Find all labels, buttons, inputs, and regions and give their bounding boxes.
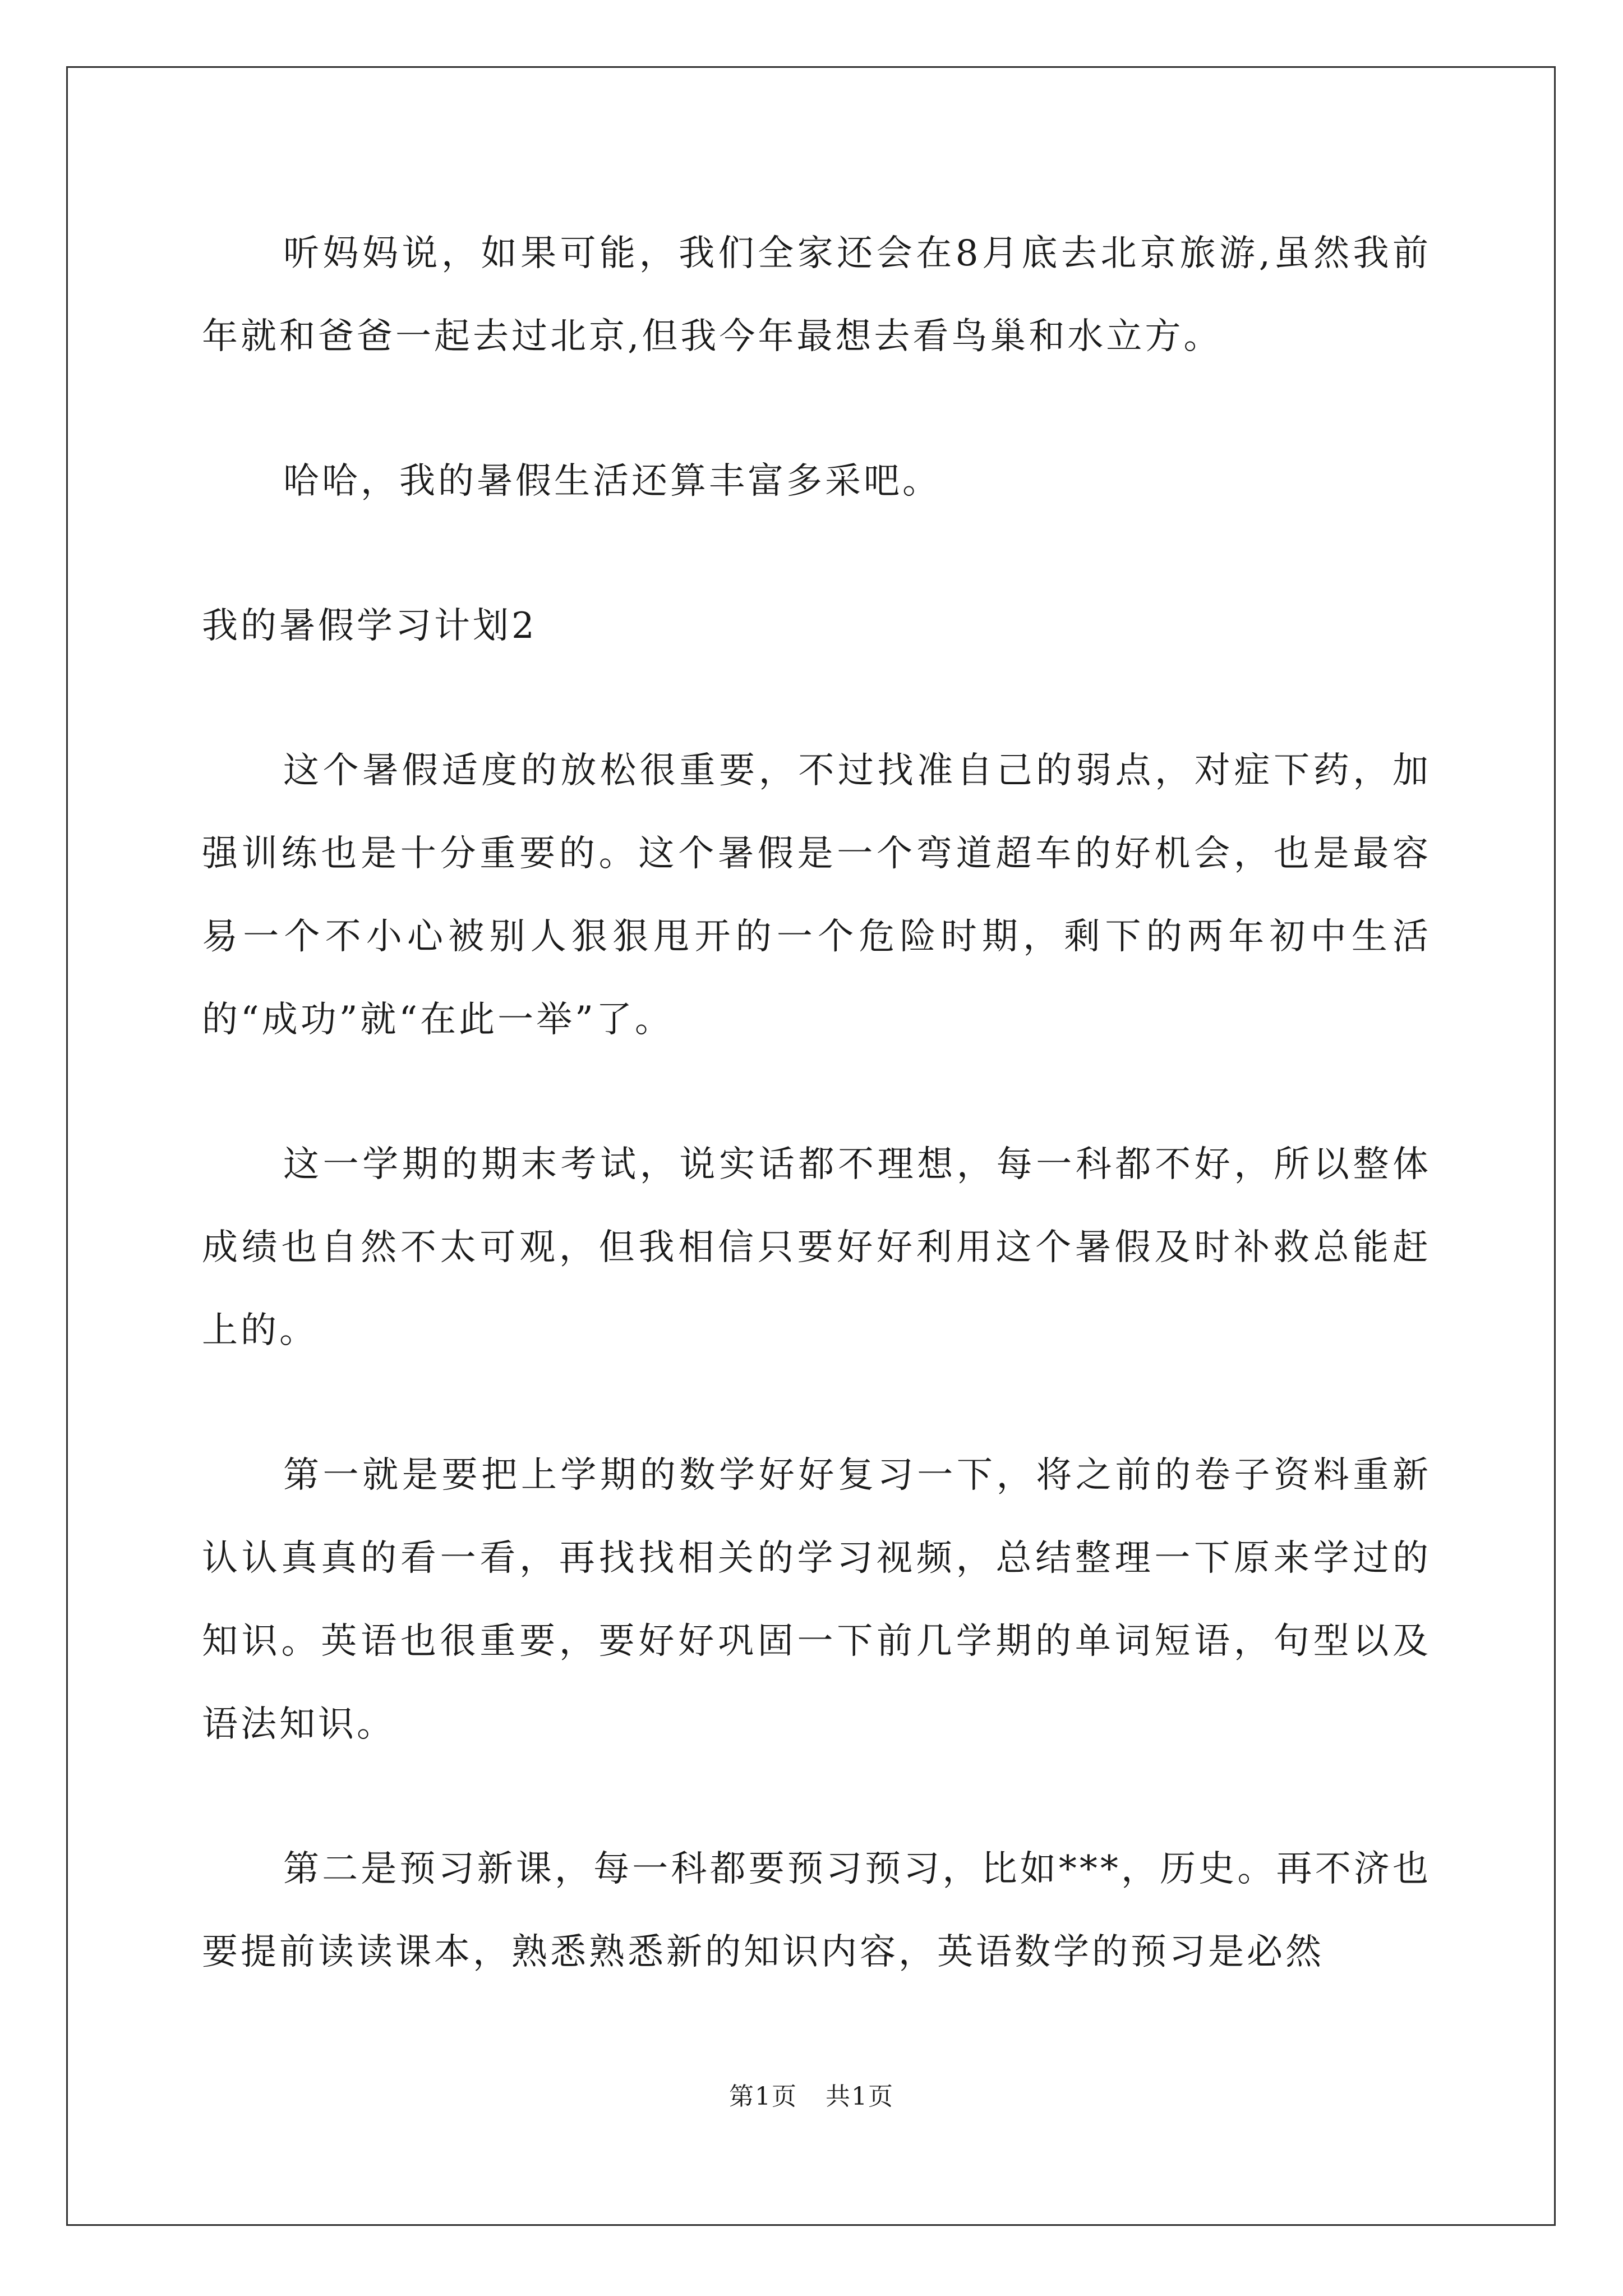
- page-footer: [0, 2080, 1623, 2114]
- page-total: 共1页: [826, 2082, 894, 2111]
- paragraph: 听妈妈说，如果可能，我们全家还会在8月底去北京旅游,虽然我前年就和爸爸一起去过北京,但我今年最想去看鸟巢和水立方。: [202, 233, 1431, 357]
- paragraph: 第二是预习新课，每一科都要预习预习，比如***，历史。再不济也要提前读读课本，熟悉熟悉新的知识内容，英语数学的预习是必然: [202, 1848, 1431, 1973]
- paragraph: 哈哈，我的暑假生活还算丰富多采吧。: [283, 461, 941, 502]
- document-body: [202, 212, 1431, 2055]
- page-number: 第1页: [729, 2082, 797, 2111]
- paragraph: 这一学期的期末考试，说实话都不理想，每一科都不好，所以整体成绩也自然不太可观，但我相信只要好好利用这个暑假及时补救总能赶上的。: [202, 1144, 1431, 1351]
- paragraph: 第一就是要把上学期的数学好好复习一下，将之前的卷子资料重新认认真真的看一看，再找找相关的学习视频，总结整理一下原来学过的知识。英语也很重要，要好好巩固一下前几学期的单词短语，句型以及语法知识。: [202, 1455, 1431, 1745]
- section-heading: 我的暑假学习计划2: [202, 605, 537, 647]
- paragraph: 这个暑假适度的放松很重要，不过找准自己的弱点，对症下药，加强训练也是十分重要的。这个暑假是一个弯道超车的好机会，也是最容易一个不小心被别人狠狠甩开的一个危险时期，剩下的两年初中生活的“成功”就“在此一举”了。: [202, 750, 1431, 1041]
